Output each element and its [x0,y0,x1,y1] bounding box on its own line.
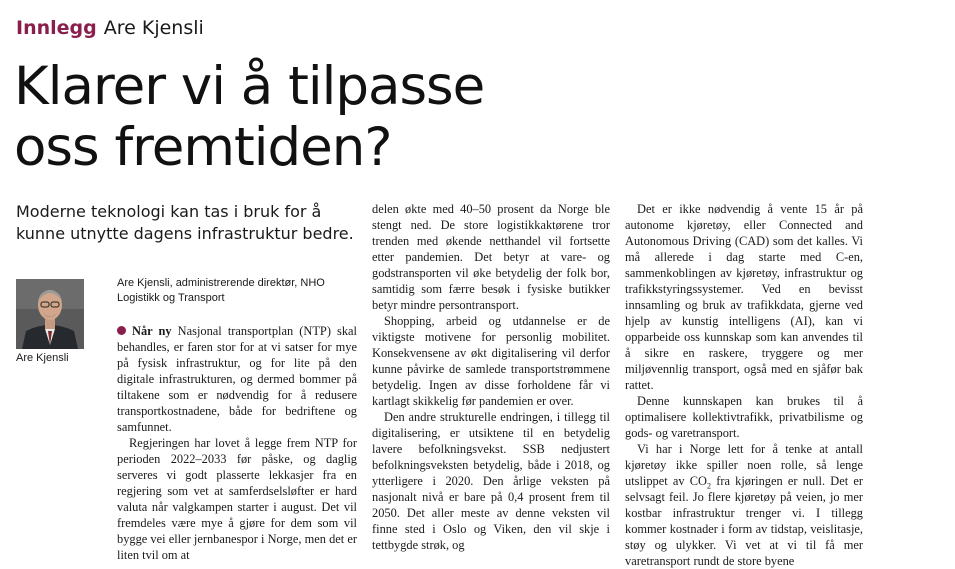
paragraph-text: Nasjonal transportplan (NTP) skal behandles, er faren stor for at vi satser for mye på fysisk infrastruktur, og for lite på den digitale infrastrukturen, og dermed bommer på tiltakene som er nødvendig for å redusere transportkostnadene, både for bedriftene og samfunnet. [117,324,357,434]
body-paragraph: delen økte med 40–50 prosent da Norge ble stengt ned. De store logistikkaktørene tror trenden med økende netthandel vil fortsette etter pandemien. Det betyr at vare- og godstransporten vil øke betydelig der folk bor, samtidig som færre besøk i fysiske butikker betyr mindre persontransport. [372,202,610,312]
paragraph-text: fra kjøringen er null. Det er selvsagt feil. Jo flere kjøretøy på veien, jo mer kostbar infrastruktur trenger vi. I tillegg kommer kostnader i form av tidstap, veislitasje, støy og ulykker. Vi vet at vi til få mer varetransport rundt de store byene [625,474,863,568]
photo-caption: Are Kjensli [16,352,69,364]
headline [14,56,654,178]
body-column-2 [372,201,610,553]
author-portrait-image [16,279,84,349]
body-paragraph: Det er ikke nødvendig å vente 15 år på autonome kjøretøy, eller Connected and Autonomous Driving (CAD) som det kalles. Vi må allerede i dag starte med C-en, sammenkoblingen av kjøretøy, infrastruktur og trafikkstyringssystemer. Ved en bevisst innsamling og bruk av trafikkdata, gjerne ved hjelp av kunstig intelligens (AI), kan vi opparbeide oss kunnskap som kan anvendes til å sikre en raskere, tryggere og mer miljøvennlig transport, også med en sjåfør bak rattet. [625,202,863,392]
body-column-3 [625,201,863,569]
paragraph-lead-in: Når ny [132,324,172,338]
author-byline: Are Kjensli, administrerende direktør, NHO Logistikk og Transport [117,277,325,304]
body-paragraph [625,441,863,569]
body-paragraph: Denne kunnskapen kan brukes til å optimalisere kollektivtrafikk, privatbilisme og gods- og varetransport. [625,394,863,440]
headline-line-1: Klarer vi å tilpasse [14,56,485,117]
article-kicker [16,17,204,39]
kicker-author: Are Kjensli [103,17,204,39]
body-paragraph: Den andre strukturelle endringen, i tillegg til digitalisering, er utsiktene til en betydelig lavere befolkningsvekst. SSB nedjustert befolkningsveksten betydelig, både i 2018, og ytterligere i 2020. Den årlige veksten på nasjonalt nivå er bare på 0,4 prosent frem til 2050. Det aller meste av denne veksten vil finne sted i Oslo og Viken, den vil skje i tettbygde strøk, og [372,410,610,552]
bullet-icon [117,326,126,335]
headline-line-2: oss fremtiden? [14,117,392,178]
body-paragraph: Regjeringen har lovet å legge frem NTP for perioden 2022–2033 før påske, og daglig serveres vi godt plasserte lekkasjer fra en regjering som vet at samferdselsløfter er hard valuta når valgkampen starter i august. Det vil fremdeles være mye å gjøre for dem som vil bygge vei eller jernbanespor i Norge, men det er liten tvil om at [117,436,357,562]
co2-subscript: 2 [707,481,711,491]
author-photo [16,279,84,349]
body-column-1 [117,323,357,563]
section-label[interactable]: Innlegg [16,17,97,39]
paragraph-text: Vi har i Norge lett for å tenke at antall kjøretøy ikke spiller noen rolle, så lenge utslippet av CO [625,442,863,488]
body-paragraph: Shopping, arbeid og utdannelse er de viktigste motivene for personlig mobilitet. Konsekvensene av økt digitalisering vil derfor kunne påvirke de samlede transportstrømmene betydelig. Ingen av disse forholdene får vi kartlagt skikkelig før pandemien er over. [372,314,610,408]
body-paragraph [117,323,357,435]
lead-paragraph: Moderne teknologi kan tas i bruk for å kunne utnytte dagens infrastruktur bedre. [16,202,354,243]
